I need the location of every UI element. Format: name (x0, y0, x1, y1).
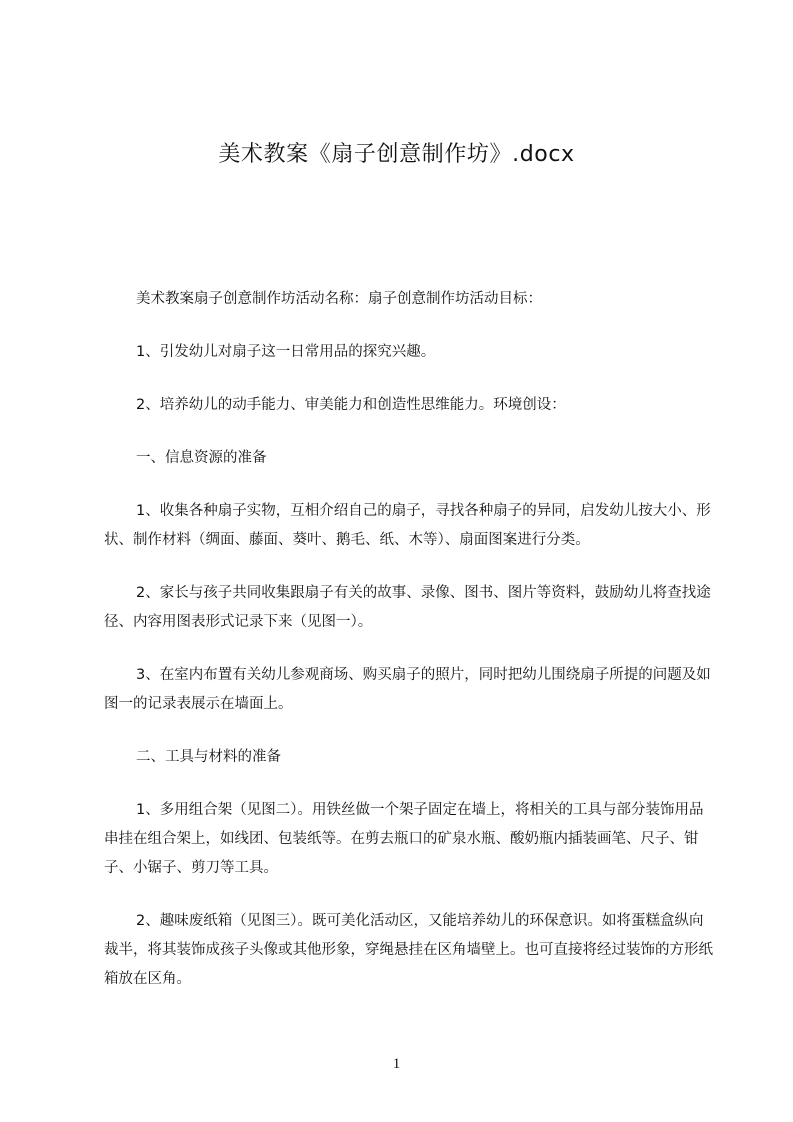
paragraph-goal-2: 2、培养幼儿的动手能力、审美能力和创造性思维能力。环境创设： (136, 397, 566, 413)
page-number: 1 (392, 1056, 401, 1072)
paragraph-tools-2: 2、趣味废纸箱（见图三）。既可美化活动区，又能培养幼儿的环保意识。如将蛋糕盒纵向裁半，将其装饰成孩子头像或其他形象，穿绳悬挂在区角墙壁上。也可直接将经过装饰的方形纸箱放在区角。 (104, 913, 713, 987)
document-title: 美术教案《扇子创意制作坊》.docx (218, 142, 575, 167)
section-heading-tools: 二、工具与材料的准备 (136, 749, 281, 765)
paragraph-activity-name: 美术教案扇子创意制作坊活动名称：扇子创意制作坊活动目标： (136, 291, 542, 307)
paragraph-info-3: 3、在室内布置有关幼儿参观商场、购买扇子的照片，同时把幼儿围绕扇子所提的问题及如图一的记录表展示在墙面上。 (104, 667, 711, 712)
paragraph-info-2: 2、家长与孩子共同收集跟扇子有关的故事、录像、图书、图片等资料，鼓励幼儿将查找途径、内容用图表形式记录下来（见图一）。 (104, 585, 711, 630)
section-heading-information: 一、信息资源的准备 (136, 450, 267, 466)
paragraph-tools-1: 1、多用组合架（见图二）。用铁丝做一个架子固定在墙上，将相关的工具与部分装饰用品串挂在组合架上，如线团、包装纸等。在剪去瓶口的矿泉水瓶、酸奶瓶内插装画笔、尺子、钳子、小锯子、剪刀等工具。 (104, 802, 704, 876)
paragraph-goal-1: 1、引发幼儿对扇子这一日常用品的探究兴趣。 (136, 344, 436, 360)
document-body (104, 285, 714, 1018)
paragraph-info-1: 1、收集各种扇子实物，互相介绍自己的扇子，寻找各种扇子的异同，启发幼儿按大小、形状、制作材料（绸面、藤面、葵叶、鹅毛、纸、木等）、扇面图案进行分类。 (104, 503, 711, 548)
